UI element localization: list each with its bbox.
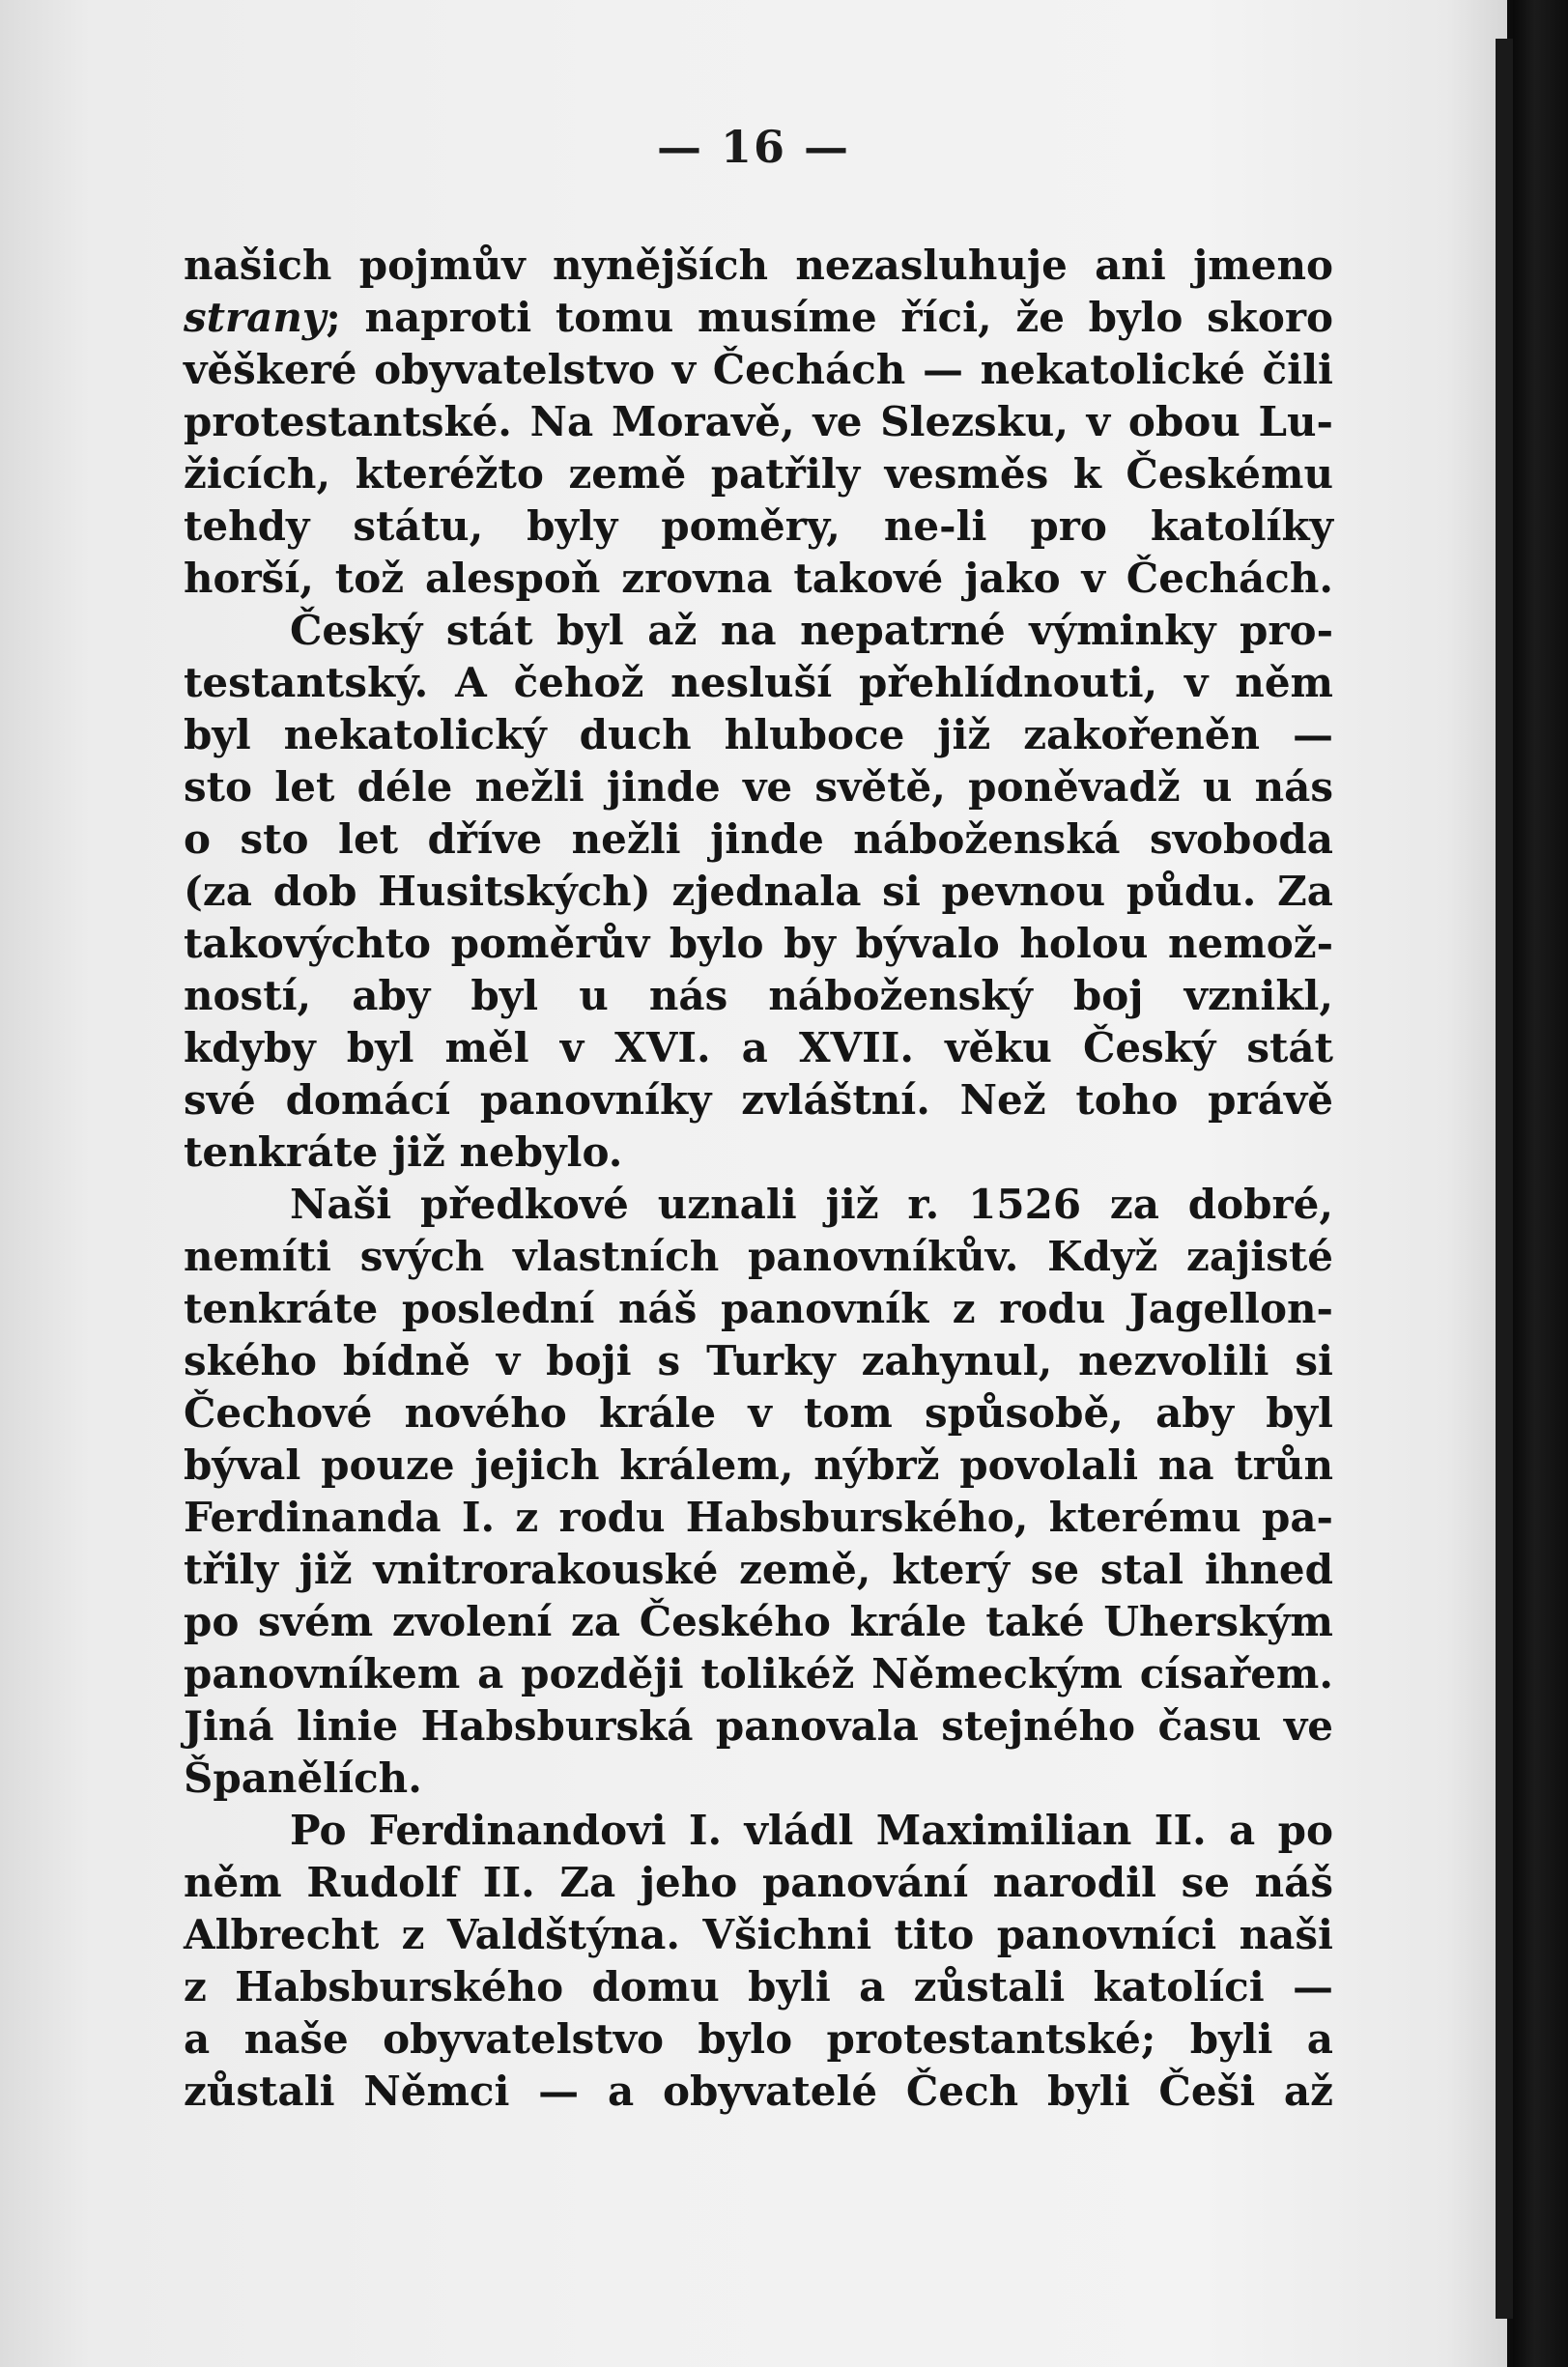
text-segment: své domácí panovníky zvláštní. Než toho právě — [184, 1076, 1333, 1124]
page-binding-edge — [1496, 39, 1513, 2319]
text-line — [184, 970, 1333, 1022]
text-line — [184, 605, 1333, 657]
text-segment: o sto let dříve nežli jinde náboženská svoboda — [184, 815, 1333, 863]
text-line — [184, 553, 1333, 605]
text-segment: byl nekatolický duch hluboce již zakořeněn — — [184, 711, 1333, 758]
text-segment: ského bídně v boji s Turky zahynul, nezvolili si — [184, 1337, 1333, 1384]
text-line — [184, 709, 1333, 761]
text-segment: tenkráte již nebylo. — [184, 1128, 623, 1176]
text-line — [184, 1544, 1333, 1596]
text-segment: něm Rudolf II. Za jeho panování narodil se náš — [184, 1859, 1333, 1906]
text-segment: Ferdinanda I. z rodu Habsburského, kterému pa- — [184, 1494, 1333, 1541]
text-segment: ností, aby byl u nás náboženský boj vznikl, — [184, 972, 1333, 1019]
text-line — [184, 1022, 1333, 1074]
text-line — [184, 1126, 1333, 1179]
text-line — [184, 761, 1333, 813]
text-line — [184, 2066, 1333, 2118]
text-segment: Čechové nového krále v tom spůsobě, aby byl — [184, 1389, 1333, 1437]
text-line — [184, 1700, 1333, 1753]
text-line — [184, 396, 1333, 448]
text-line — [184, 1909, 1333, 1961]
text-segment: Naši předkové uznali již r. 1526 za dobré, — [290, 1181, 1333, 1228]
text-line — [184, 1440, 1333, 1492]
text-segment: nemíti svých vlastních panovníkův. Když zajisté — [184, 1233, 1333, 1280]
text-segment: našich pojmův nynějších nezasluhuje ani jmeno — [184, 242, 1333, 289]
text-line — [184, 344, 1333, 396]
text-segment: testantský. A čehož nesluší přehlídnouti, v něm — [184, 659, 1333, 706]
text-line — [184, 2013, 1333, 2066]
text-line — [184, 1753, 1333, 1805]
text-line — [184, 240, 1333, 292]
text-line — [184, 918, 1333, 970]
text-line — [184, 500, 1333, 553]
text-line — [184, 1283, 1333, 1335]
text-segment: ; naproti tomu musíme říci, že bylo skoro — [326, 294, 1333, 341]
text-segment: takovýchto poměrův bylo by bývalo holou nemož- — [184, 920, 1333, 967]
text-segment: kdyby byl měl v XVI. a XVII. věku Český stát — [184, 1024, 1333, 1071]
text-segment: tenkráte poslední náš panovník z rodu Jagellon- — [184, 1285, 1333, 1332]
text-line — [184, 1805, 1333, 1857]
text-line — [184, 292, 1333, 344]
text-line — [184, 1648, 1333, 1700]
text-line — [184, 1492, 1333, 1544]
text-line — [184, 1857, 1333, 1909]
scan-dark-margin — [1513, 0, 1568, 2367]
page-number-header: — 16 — — [656, 121, 851, 173]
text-line — [184, 1387, 1333, 1440]
italic-term: strany — [184, 294, 327, 341]
text-line — [184, 1961, 1333, 2013]
text-segment: z Habsburského domu byli a zůstali katolíci — — [184, 1963, 1333, 2011]
text-segment: Albrecht z Valdštýna. Všichni tito panovníci naši — [184, 1911, 1333, 1958]
text-segment: (za dob Husitských) zjednala si pevnou půdu. Za — [184, 868, 1333, 915]
text-segment: po svém zvolení za Českého krále také Uherským — [184, 1598, 1333, 1645]
text-segment: třily již vnitrorakouské země, který se stal ihned — [184, 1546, 1333, 1593]
text-line — [184, 1074, 1333, 1126]
text-segment: sto let déle nežli jinde ve světě, poněvadž u nás — [184, 763, 1333, 811]
text-segment: žicích, kteréžto země patřily vesměs k Českému — [184, 450, 1333, 498]
text-line — [184, 1596, 1333, 1648]
text-segment: tehdy státu, byly poměry, ne-li pro katolíky — [184, 502, 1333, 550]
text-segment: Jiná linie Habsburská panovala stejného času ve — [184, 1702, 1333, 1750]
text-segment: a naše obyvatelstvo bylo protestantské; byli a — [184, 2015, 1333, 2063]
text-line — [184, 657, 1333, 709]
text-segment: Španělích. — [184, 1754, 422, 1802]
text-segment: Po Ferdinandovi I. vládl Maximilian II. a po — [290, 1807, 1333, 1854]
text-segment: Český stát byl až na nepatrné výminky pro- — [290, 607, 1333, 654]
text-line — [184, 1335, 1333, 1387]
text-segment: věškeré obyvatelstvo v Čechách — nekatolické čili — [184, 346, 1333, 393]
text-segment: býval pouze jejich králem, nýbrž povolali na trůn — [184, 1441, 1333, 1489]
text-segment: zůstali Němci — a obyvatelé Čech byli Češi až — [184, 2068, 1333, 2115]
text-line — [184, 813, 1333, 866]
text-line — [184, 448, 1333, 500]
text-line — [184, 866, 1333, 918]
text-segment: panovníkem a později tolikéž Německým císařem. — [184, 1650, 1333, 1697]
text-line — [184, 1231, 1333, 1283]
text-segment: protestantské. Na Moravě, ve Slezsku, v obou Lu- — [184, 398, 1333, 445]
body-text — [184, 240, 1333, 2118]
text-segment: horší, tož alespoň zrovna takové jako v Čechách. — [184, 555, 1333, 602]
text-line — [184, 1179, 1333, 1231]
